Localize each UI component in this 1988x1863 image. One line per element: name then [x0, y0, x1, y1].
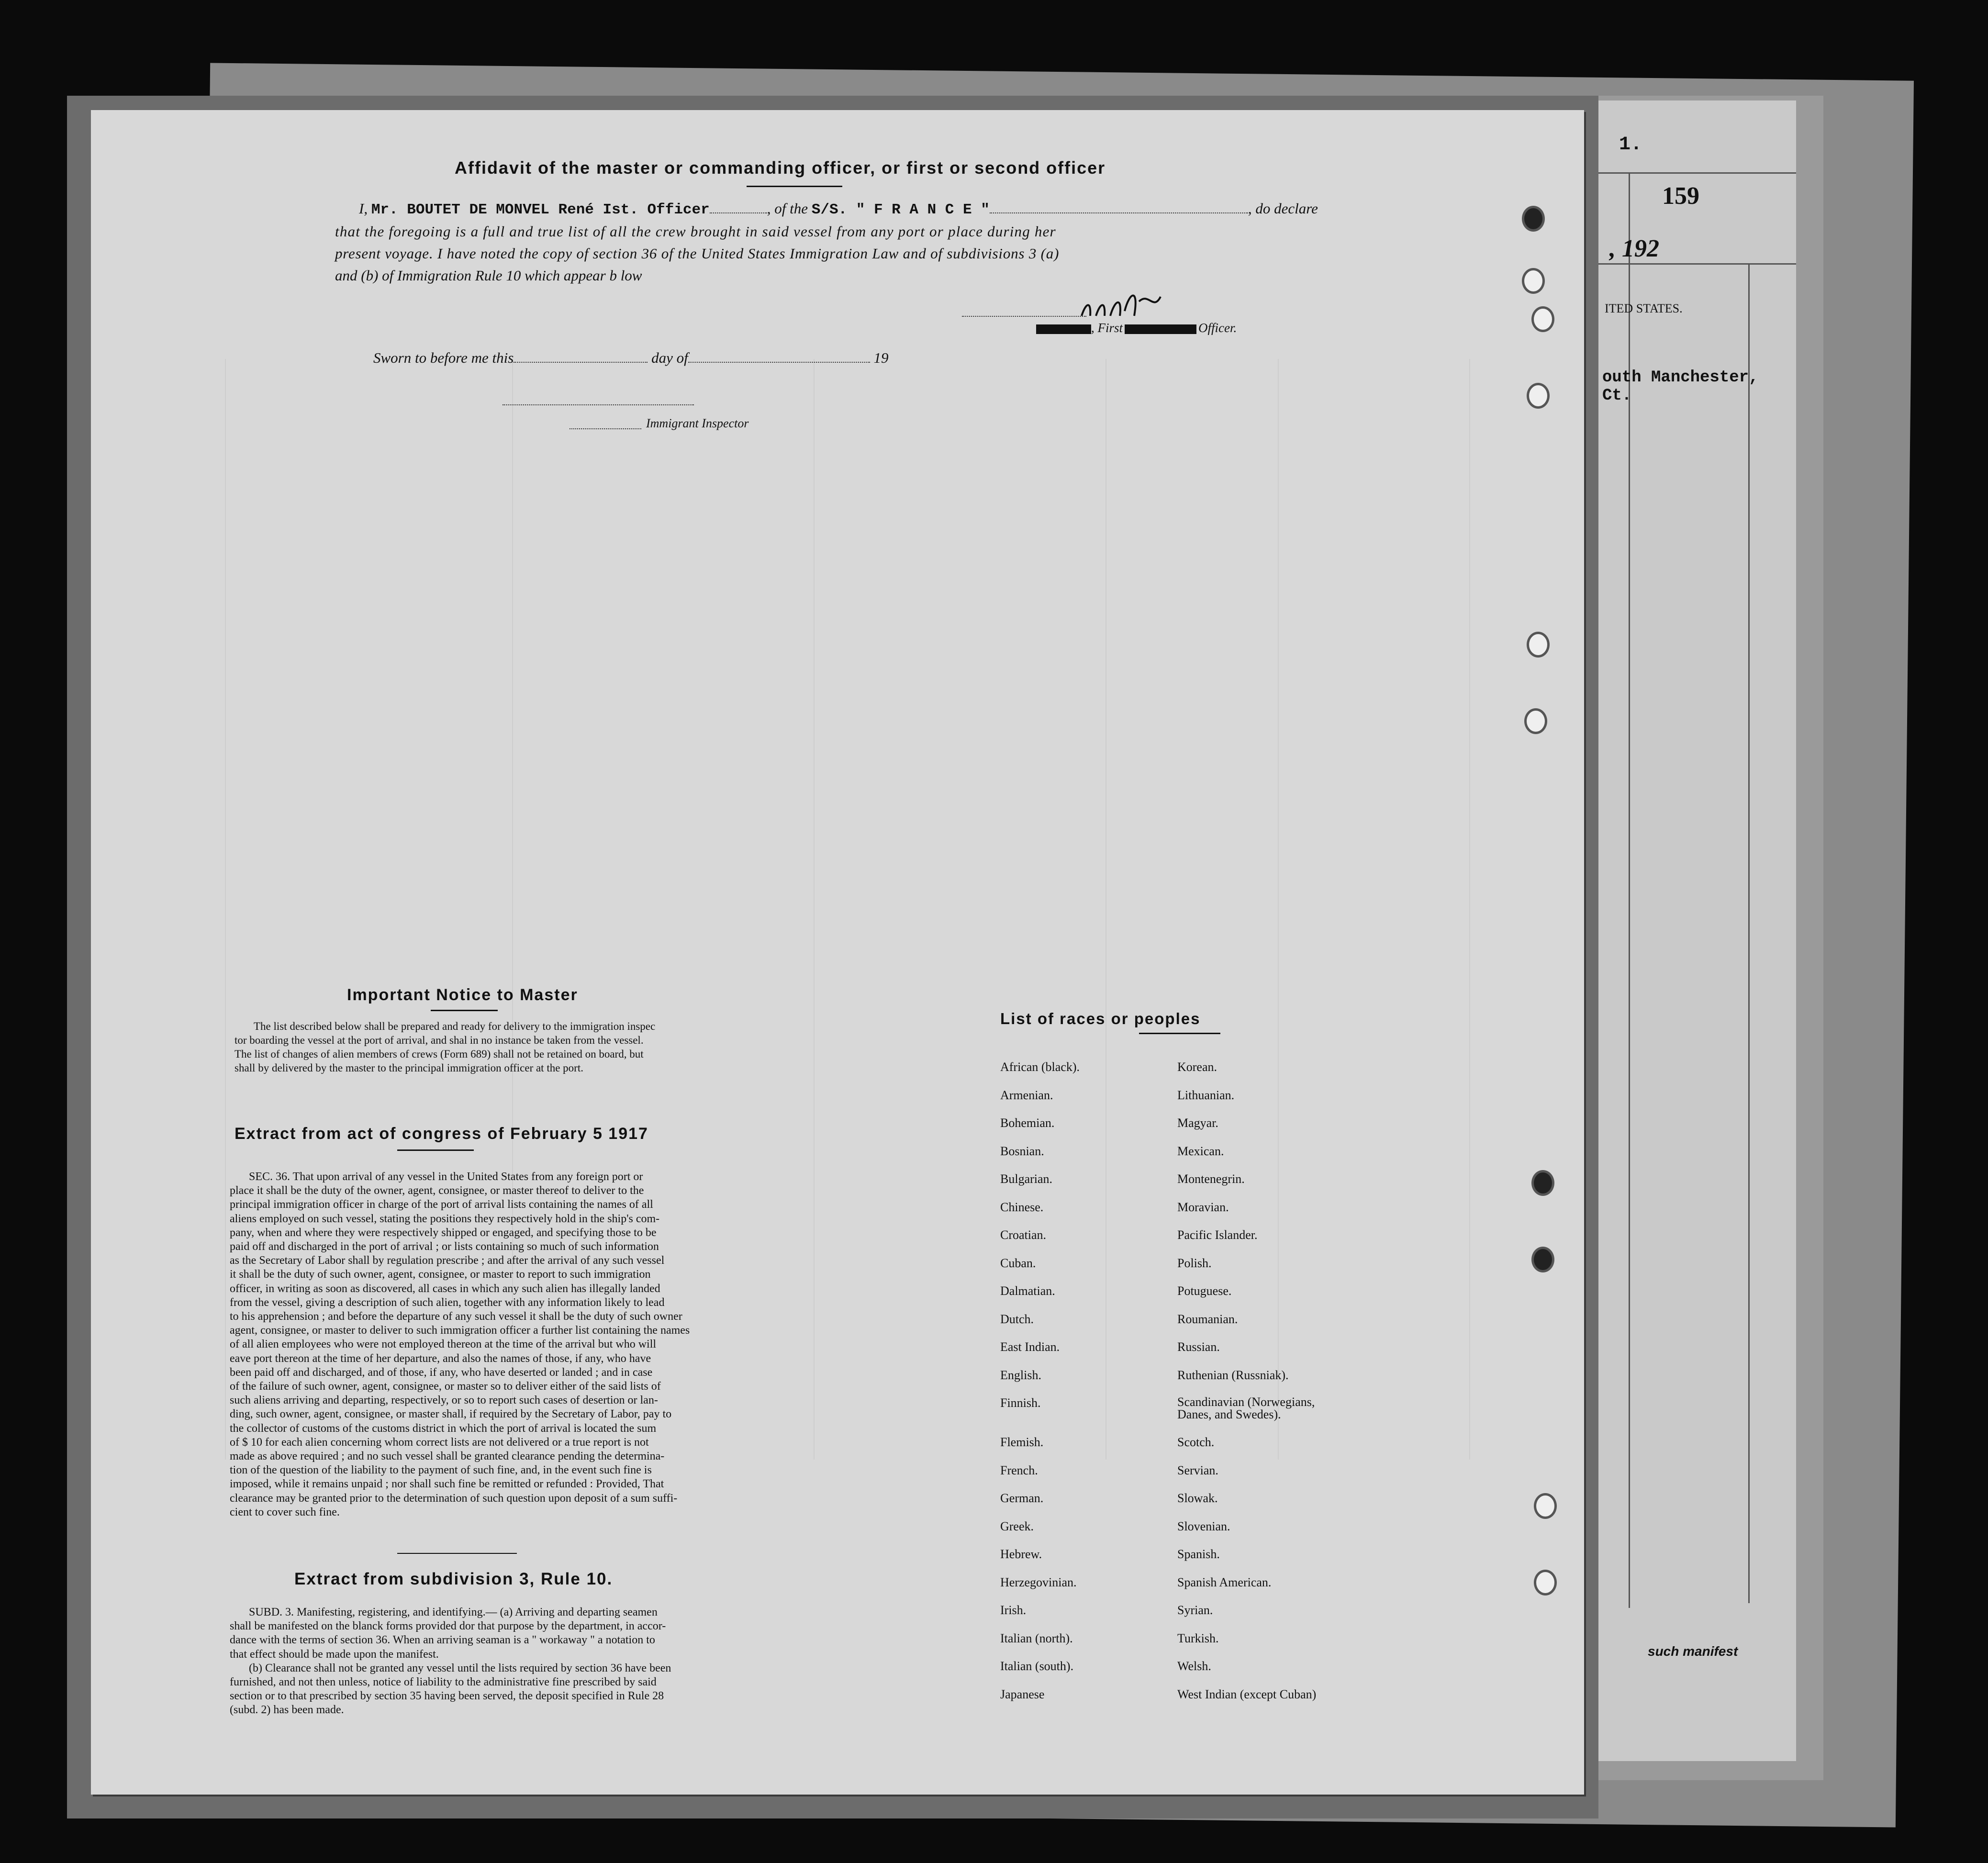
punch-hole [1531, 306, 1554, 332]
section-36-line: agent, consignee, or master to deliver to such immigration officer a further list containing the names [230, 1324, 690, 1337]
notice-underline [431, 1010, 498, 1011]
race-item: Dutch. [1000, 1312, 1034, 1326]
sheet-number-small: 1. [1619, 134, 1642, 156]
races-title: List of races or peoples [1000, 1010, 1201, 1027]
race-item: Magyar. [1177, 1116, 1218, 1130]
race-item: Servian. [1177, 1463, 1218, 1477]
race-item: East Indian. [1000, 1340, 1060, 1354]
race-item: African (black). [1000, 1060, 1080, 1074]
race-item: Scandinavian (Norwegians, Danes, and Swedes). [1177, 1395, 1315, 1421]
race-item: West Indian (except Cuban) [1177, 1687, 1317, 1701]
sheet-footer-fragment: such manifest [1648, 1644, 1738, 1659]
rule-10-line: that effect should be made upon the manifest. [230, 1648, 439, 1661]
race-item: Korean. [1177, 1060, 1217, 1074]
punch-hole [1531, 1247, 1554, 1272]
race-item: English. [1000, 1368, 1041, 1382]
race-item: Mexican. [1177, 1144, 1224, 1158]
sheet-address-fragment: outh Manchester, Ct. [1602, 368, 1759, 405]
title-underline [747, 186, 842, 187]
rule-10-line: furnished, and not then unless, notice of liability to the administrative fine prescribed by said [230, 1676, 657, 1689]
notice-text: The list described below shall be prepared and ready for delivery to the immigration inspec tor boarding the vessel at the port of arrival, and shal in no instance be taken from the vessel. The list of changes of alien members of crews (Form 689) shall not be retained on board, but shall by delivered by the master to the principal immigration officer at the port. [235, 1020, 656, 1074]
race-item: Spanish American. [1177, 1575, 1272, 1589]
race-item: Irish. [1000, 1603, 1027, 1617]
punch-hole [1534, 1493, 1557, 1519]
section-36-line: paid off and discharged in the port of arrival ; or lists containing so much of such information [230, 1240, 659, 1253]
race-item: Roumanian. [1177, 1312, 1238, 1326]
vessel-name: S/S. " F R A N C E " [811, 201, 990, 218]
rule-10-line: shall be manifested on the blanck forms provided dor that purpose by the department, in accor- [230, 1620, 666, 1633]
sworn-line: Sworn to before me this day of 19 [373, 349, 889, 366]
race-item: Russian. [1177, 1340, 1220, 1354]
race-item: Spanish. [1177, 1547, 1220, 1561]
race-item: French. [1000, 1463, 1038, 1477]
race-item: Scotch. [1177, 1435, 1215, 1449]
race-item: Cuban. [1000, 1256, 1036, 1270]
inspector-label: Immigrant Inspector [646, 416, 749, 430]
race-item: Ruthenian (Russniak). [1177, 1368, 1289, 1382]
race-item: Turkish. [1177, 1631, 1219, 1645]
punch-hole [1527, 632, 1550, 658]
sheet-number-large: 159 [1662, 182, 1699, 210]
race-item: Moravian. [1177, 1200, 1229, 1214]
rule-10-text [230, 1606, 900, 1718]
section-36-line: been paid off and discharged, and of those, if any, who have deserted or landed ; and in case [230, 1366, 653, 1379]
race-item: Polish. [1177, 1256, 1212, 1270]
section-36-line: imposed, while it remains unpaid ; nor shall such fine be remitted or refunded : Provided, That [230, 1478, 664, 1491]
race-item: Bohemian. [1000, 1116, 1055, 1130]
rule-10-line: section or to that prescribed by section 35 having been served, the deposit specified in Rule 28 [230, 1690, 664, 1703]
race-item: Italian (north). [1000, 1631, 1073, 1645]
punch-hole [1534, 1570, 1557, 1595]
race-item: Bosnian. [1000, 1144, 1044, 1158]
race-item: Lithuanian. [1177, 1088, 1235, 1102]
section-36-line: of the failure of such owner, agent, consignee, or master so to deliver either of the said lists of [230, 1380, 661, 1393]
section-36-line: principal immigration officer in charge of the port of arrival lists containing the names of all [230, 1198, 653, 1211]
section-36-line: ding, such owner, agent, consignee, or master shall, if required by the Secretary of Labor, pay to [230, 1408, 672, 1421]
extract-rule-title: Extract from subdivision 3, Rule 10. [294, 1570, 613, 1588]
race-item: Chinese. [1000, 1200, 1044, 1214]
struck-out-rank [1125, 324, 1196, 334]
race-item: Italian (south). [1000, 1659, 1074, 1673]
race-item: Montenegrin. [1177, 1172, 1245, 1186]
section-36-line: aliens employed on such vessel, stating the positions they respectively hold in the ship's com- [230, 1212, 660, 1225]
section-36-line: the collector of customs of the customs district in which the port of arrival is located the sum [230, 1422, 657, 1435]
race-item: Syrian. [1177, 1603, 1213, 1617]
race-item: Flemish. [1000, 1435, 1044, 1449]
section-36-line: of all alien employees who were not employed thereon at the time of the arrival but who will [230, 1338, 657, 1351]
section-36-line: to his apprehension ; and before the departure of any such vessel it shall be the duty of such owner [230, 1310, 682, 1323]
section-36-line: such aliens arriving and departing, respectively, or so to report such cases of desertion or lan- [230, 1394, 658, 1407]
race-item: Greek. [1000, 1519, 1034, 1533]
race-item: Armenian. [1000, 1088, 1053, 1102]
race-item: Japanese [1000, 1687, 1045, 1701]
section-36-text [230, 1170, 900, 1519]
rule-10-line: dance with the terms of section 36. When an arriving seaman is a " workaway " a notation to [230, 1634, 655, 1647]
race-item: German. [1000, 1491, 1044, 1505]
section-36-line: from the vessel, giving a description of such alien, together with any information likely to lead [230, 1296, 665, 1309]
rule-10-line: (b) Clearance shall not be granted any vessel until the lists required by section 36 have been [249, 1662, 671, 1674]
ledger-column-line [1748, 263, 1750, 1603]
section-36-line: cient to cover such fine. [230, 1506, 340, 1518]
section-36-line: pany, when and where they were respectively shipped or engaged, and specifying those to be [230, 1226, 657, 1239]
extract-act-title: Extract from act of congress of February 5 1917 [235, 1125, 648, 1143]
race-item: Bulgarian. [1000, 1172, 1053, 1186]
race-item: Dalmatian. [1000, 1284, 1055, 1298]
race-item: Herzegovinian. [1000, 1575, 1077, 1589]
section-36-line: SEC. 36. That upon arrival of any vessel in the United States from any foreign port or [249, 1171, 643, 1183]
race-item: Pacific Islander. [1177, 1228, 1258, 1242]
race-item: Potuguese. [1177, 1284, 1232, 1298]
signature-line: , First Officer. [1036, 321, 1323, 335]
section-36-line: as the Secretary of Labor shall by regulation prescribe ; and after the arrival of any such vessel [230, 1254, 665, 1267]
section-36-line: made as above required ; and no such vessel shall be granted clearance pending the determina- [230, 1450, 665, 1463]
extract-act-underline [397, 1149, 474, 1151]
race-item: Slovenian. [1177, 1519, 1230, 1533]
section-36-line: tion of the question of the liability to the payment of such fine, and, in the event such fine is [230, 1464, 652, 1477]
section-36-line: clearance may be granted prior to the determination of such question upon deposit of a sum suffi- [230, 1492, 678, 1505]
section-36-line: it shall be the duty of such owner, agent, consignee, or master to report to such immigration [230, 1268, 651, 1281]
section-36-line: eave port thereon at the time of her departure, and also the names of those, if any, who have [230, 1352, 651, 1365]
rule-10-line: SUBD. 3. Manifesting, registering, and identifying.— (a) Arriving and departing seamen [249, 1606, 658, 1618]
separator-rule [397, 1553, 517, 1554]
races-underline [1139, 1033, 1220, 1034]
punch-hole [1524, 708, 1547, 734]
affidavit-line-1: I, Mr. BOUTET DE MONVEL René Ist. Officer , of the S/S. " F R A N C E " , do declare [359, 200, 1318, 218]
sheet-country-fragment: ITED STATES. [1605, 301, 1683, 315]
race-item: Welsh. [1177, 1659, 1211, 1673]
sheet-year: , 192 [1609, 235, 1659, 262]
race-item: Croatian. [1000, 1228, 1047, 1242]
officer-signature [1077, 282, 1201, 325]
struck-out-title [1036, 324, 1091, 334]
crew-list-affidavit-page [91, 110, 1584, 1795]
section-36-line: officer, in writing as soon as discovered, all cases in which any such alien has illegally landed [230, 1282, 660, 1295]
race-item: Finnish. [1000, 1396, 1041, 1410]
section-36-line: place it shall be the duty of the owner, agent, consignee, or master thereof to deliver to the [230, 1184, 644, 1197]
punch-hole [1527, 383, 1550, 409]
officer-name: Mr. BOUTET DE MONVEL René Ist. Officer [371, 201, 710, 218]
race-item: Hebrew. [1000, 1547, 1042, 1561]
section-36-line: of $ 10 for each alien concerning whom correct lists are not delivered or a true report is not [230, 1436, 649, 1449]
affidavit-title: Affidavit of the master or commanding officer, or first or second officer [455, 158, 1106, 178]
notice-title: Important Notice to Master [347, 986, 578, 1004]
punch-hole [1531, 1170, 1554, 1196]
race-item: Slowak. [1177, 1491, 1218, 1505]
rule-10-line: (subd. 2) has been made. [230, 1704, 344, 1717]
punch-hole [1522, 206, 1545, 232]
affidavit-line-2: that the foregoing is a full and true list of all the crew brought in said vessel from any port or place during her [335, 223, 1056, 240]
affidavit-line-4: and (b) of Immigration Rule 10 which appear b low [335, 267, 642, 284]
punch-hole [1522, 268, 1545, 294]
affidavit-line-3: present voyage. I have noted the copy of section 36 of the United States Immigration Law and of subdivisions 3 (a) [335, 245, 1060, 262]
